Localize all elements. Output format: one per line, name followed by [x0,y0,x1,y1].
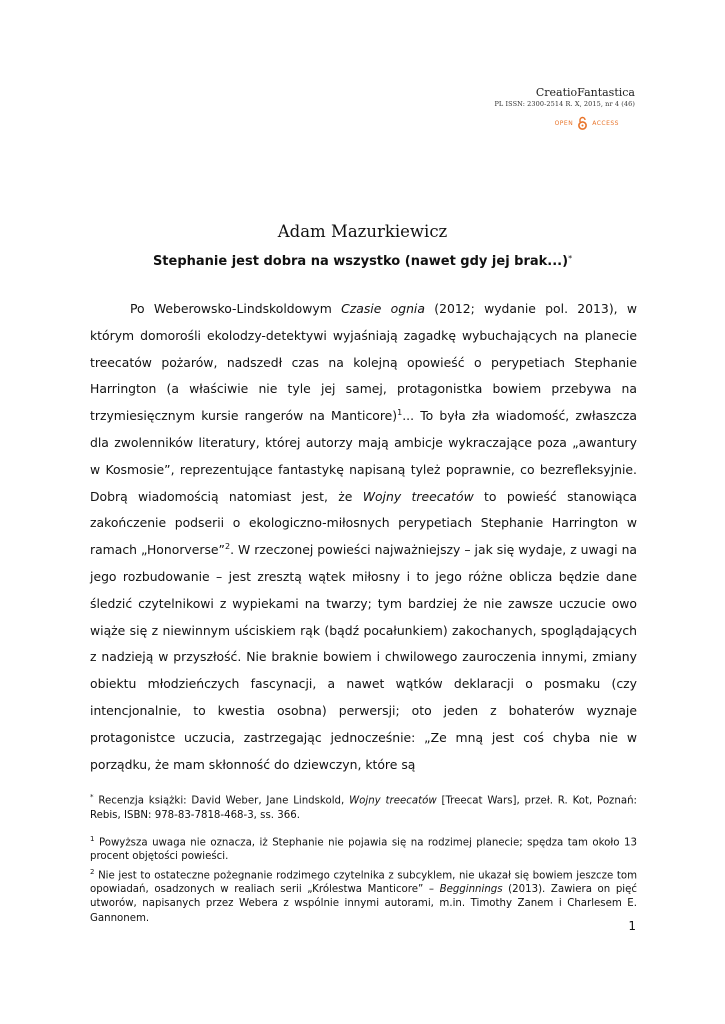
journal-name: CreatioFantastica [535,86,635,99]
footnote-review [90,790,637,823]
article-title [0,254,725,269]
article-title-text: Stephanie jest dobra na wszystko (nawet gdy jej brak...) [152,254,569,269]
footnote-text: [Treecat Wars], przeł. R. Kot, Poznań: Rebis, ISBN: 978-83-7818-468-3, ss. 366. [90,795,637,821]
body-text-segment: ... To była zła wiadomość, zwłaszcza dla zwolenników literatury, której autorzy mają ambicje wykraczające poza „awantury w Kosmosie”, reprezentujące fantastykę napisaną tyleż poprawnie, co bezrefleksyjnie. Dobrą wiadomością natomiast jest, że [90,408,637,504]
footnote-mark: * [90,793,94,801]
book-title-reference: Czasie ognia [341,301,425,316]
title-footnote-mark: * [568,254,573,263]
journal-issn: PL ISSN: 2300-2514 R. X, 2015, nr 4 (46) [494,100,635,108]
footnote-text: Recenzja książki: David Weber, Jane Lindskold, [93,795,350,807]
page-number: 1 [628,919,636,933]
footnote-text: (2013). Zawiera on pięć utworów, napisanych przez Webera z wspólnie innymi autorami, m.in. Timothy Zanem i Charlesem E. Gannonem. [90,884,638,924]
footnote-book-title: Wojny treecatów [349,795,437,807]
open-access-label-access: ACCESS [592,119,619,127]
open-access-lock-icon [578,116,587,130]
journal-header [395,86,635,130]
body-text-segment: to powieść stanowiąca zakończenie podserii o ekologiczno-miłosnych perypetiach Stephanie Harrington w ramach „Honorverse” [90,488,638,558]
footnote-text: Powyższa uwaga nie oznacza, iż Stephanie nie pojawia się na rodzimej planecie; spędza tam około 13 procent objętości powieści. [90,837,637,863]
footnote-mark: 2 [90,867,95,876]
open-access-badge [395,116,619,130]
open-access-label-open: OPEN [554,119,574,127]
footnote-book-title: Begginnings [439,884,503,896]
body-paragraph [90,296,637,778]
footnotes [90,790,637,926]
footnote-text: Nie jest to ostateczne pożegnanie rodzimego czytelnika z subcyklem, nie ukazał się bowiem jeszcze tom opowiadań, osadzonych w realiach serii „Królestwa Manticore” – [90,869,637,896]
footnote-ref-1[interactable]: 1 [397,408,403,418]
body-text-segment: . W rzeczonej powieści najważniejszy – jak się wydaje, z uwagi na jego rozbudowanie – jest zresztą wątek miłosny i to jego różne oblicza będzie dane śledzić czytelnikowi z wypiekami na twarzy; tym bardziej że nie zawsze uczucie owo wiąże się z niewinnym uściskiem rąk (bądź pocałunkiem) zakochanych, spoglądających z nadzieją w przyszłość. Nie braknie bowiem i chwilowego zauroczenia innymi, zmiany obiektu młodzieńczych fascynacji, a nawet wątków deklaracji o posmaku (czy intencjonalnie, to kwestia osobna) perwersji; oto jeden z bohaterów wyznaje protagonistce uczucia, zastrzegając jednocześnie: „Ze mną jest coś chyba nie w porządku, że mam skłonność do dziewczyn, które są [90,542,638,772]
footnote-2 [90,865,637,926]
footnote-ref-2[interactable]: 2 [224,542,231,552]
footnote-mark: 1 [90,834,95,843]
book-title-reference: Wojny treecatów [362,488,474,504]
article-author: Adam Mazurkiewicz [277,222,448,241]
body-text-segment: (2012; wydanie pol. 2013), w którym domorośli ekolodzy-detektywi wyjaśniają zagadkę wybuchających na planecie treecatów pożarów, nadszedł czas na kolejną opowieść o perypetiach Stephanie Harrington (a właściwie nie tyle jej samej, protagonistka bowiem przebywa na trzymiesięcznym kursie rangerów na Manticore) [90,301,638,424]
body-text-segment: Po Weberowsko-Lindskoldowym [130,301,342,316]
footnote-1 [90,832,637,865]
